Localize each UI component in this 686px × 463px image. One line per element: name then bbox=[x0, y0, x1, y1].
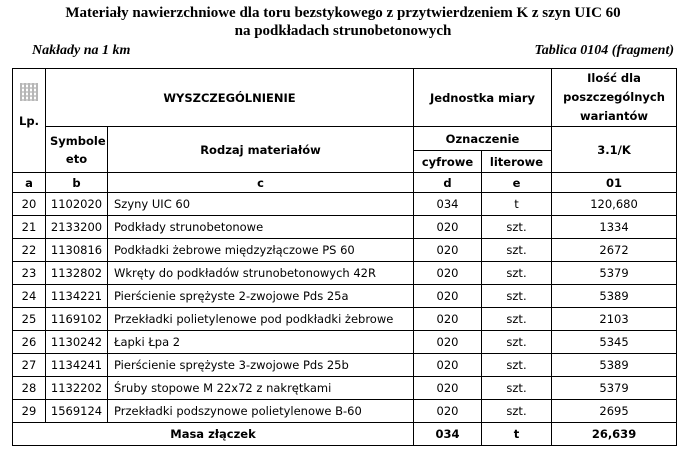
header-oznaczenie: Oznaczenie bbox=[414, 127, 552, 151]
header-symbole bbox=[46, 127, 108, 173]
row-lp: 27 bbox=[13, 354, 46, 377]
row-symbol: 1132202 bbox=[46, 377, 108, 400]
header-symbole-text: Symbole eto bbox=[50, 133, 106, 166]
row-name: Szyny UIC 60 bbox=[108, 193, 414, 216]
row-lp: 29 bbox=[13, 400, 46, 423]
row-lp: 22 bbox=[13, 239, 46, 262]
header-ilosc bbox=[552, 69, 677, 127]
row-lp: 23 bbox=[13, 262, 46, 285]
row-literowe: szt. bbox=[482, 400, 552, 423]
subheading-left: Nakłady na 1 km bbox=[32, 43, 131, 58]
row-value: 2103 bbox=[552, 308, 677, 331]
row-symbol: 1134221 bbox=[46, 285, 108, 308]
row-name: Podkładki żebrowe międzyzłączowe PS 60 bbox=[108, 239, 414, 262]
row-cyfrowe: 020 bbox=[414, 400, 482, 423]
header-wariant: 3.1/K bbox=[552, 127, 677, 173]
row-literowe: szt. bbox=[482, 354, 552, 377]
row-value: 5379 bbox=[552, 262, 677, 285]
row-symbol: 1134241 bbox=[46, 354, 108, 377]
row-literowe: szt. bbox=[482, 285, 552, 308]
row-literowe: szt. bbox=[482, 262, 552, 285]
subheading-right: Tablica 0104 (fragment) bbox=[534, 43, 674, 58]
row-name: Przekładki polietylenowe pod podkładki żebrowe bbox=[108, 308, 414, 331]
row-symbol: 1169102 bbox=[46, 308, 108, 331]
row-literowe: szt. bbox=[482, 377, 552, 400]
row-literowe: szt. bbox=[482, 308, 552, 331]
row-symbol: 1569124 bbox=[46, 400, 108, 423]
col-label-a: a bbox=[13, 173, 46, 193]
col-label-01: 01 bbox=[552, 173, 677, 193]
row-lp: 20 bbox=[13, 193, 46, 216]
row-name: Podkłady strunobetonowe bbox=[108, 216, 414, 239]
row-literowe: szt. bbox=[482, 216, 552, 239]
row-symbol: 1130242 bbox=[46, 331, 108, 354]
row-symbol: 1132802 bbox=[46, 262, 108, 285]
row-cyfrowe: 020 bbox=[414, 308, 482, 331]
col-label-c: c bbox=[108, 173, 414, 193]
header-ilosc-text: Ilość dla poszczególnych wariantów bbox=[563, 71, 665, 123]
table-row bbox=[13, 285, 677, 308]
row-value: 5345 bbox=[552, 331, 677, 354]
table-row bbox=[13, 400, 677, 423]
row-symbol: 1130816 bbox=[46, 239, 108, 262]
row-lp: 25 bbox=[13, 308, 46, 331]
footer-label: Masa złączek bbox=[13, 423, 414, 446]
row-value: 1334 bbox=[552, 216, 677, 239]
footer-literowe: t bbox=[482, 423, 552, 446]
row-symbol: 2133200 bbox=[46, 216, 108, 239]
row-lp: 26 bbox=[13, 331, 46, 354]
table-row bbox=[13, 377, 677, 400]
header-lp: Lp. bbox=[13, 69, 46, 173]
materials-table bbox=[12, 68, 677, 446]
row-cyfrowe: 020 bbox=[414, 285, 482, 308]
table-row bbox=[13, 354, 677, 377]
row-name: Pierścienie sprężyste 3-zwojowe Pds 25b bbox=[108, 354, 414, 377]
row-symbol: 1102020 bbox=[46, 193, 108, 216]
table-row bbox=[13, 239, 677, 262]
row-literowe: szt. bbox=[482, 239, 552, 262]
header-jednostka: Jednostka miary bbox=[414, 69, 552, 127]
header-wyszczegolnienie: WYSZCZEGÓLNIENIE bbox=[46, 69, 414, 127]
row-lp: 24 bbox=[13, 285, 46, 308]
row-cyfrowe: 020 bbox=[414, 354, 482, 377]
row-value: 120,680 bbox=[552, 193, 677, 216]
table-row bbox=[13, 308, 677, 331]
row-cyfrowe: 020 bbox=[414, 216, 482, 239]
table-row bbox=[13, 262, 677, 285]
row-value: 2672 bbox=[552, 239, 677, 262]
document-title bbox=[0, 4, 686, 40]
header-cyfrowe: cyfrowe bbox=[414, 151, 482, 173]
row-cyfrowe: 020 bbox=[414, 331, 482, 354]
header-rodzaj: Rodzaj materiałów bbox=[108, 127, 414, 173]
table-row bbox=[13, 216, 677, 239]
row-literowe: t bbox=[482, 193, 552, 216]
qr-code-icon bbox=[20, 83, 38, 101]
footer-value: 26,639 bbox=[552, 423, 677, 446]
row-name: Łapki Łpa 2 bbox=[108, 331, 414, 354]
row-name: Śruby stopowe M 22x72 z nakrętkami bbox=[108, 377, 414, 400]
row-lp: 21 bbox=[13, 216, 46, 239]
row-cyfrowe: 034 bbox=[414, 193, 482, 216]
row-value: 5389 bbox=[552, 354, 677, 377]
row-lp: 28 bbox=[13, 377, 46, 400]
footer-cyfrowe: 034 bbox=[414, 423, 482, 446]
row-literowe: szt. bbox=[482, 331, 552, 354]
col-label-e: e bbox=[482, 173, 552, 193]
col-label-d: d bbox=[414, 173, 482, 193]
table-row bbox=[13, 331, 677, 354]
row-value: 5389 bbox=[552, 285, 677, 308]
title-line-2: na podkładach strunobetonowych bbox=[234, 23, 452, 39]
header-literowe: literowe bbox=[482, 151, 552, 173]
row-cyfrowe: 020 bbox=[414, 377, 482, 400]
title-line-1: Materiały nawierzchniowe dla toru bezstykowego z przytwierdzeniem K z szyn UIC 60 bbox=[65, 5, 621, 21]
table-row bbox=[13, 193, 677, 216]
row-value: 5379 bbox=[552, 377, 677, 400]
row-cyfrowe: 020 bbox=[414, 262, 482, 285]
col-label-b: b bbox=[46, 173, 108, 193]
row-value: 2695 bbox=[552, 400, 677, 423]
row-cyfrowe: 020 bbox=[414, 239, 482, 262]
row-name: Wkręty do podkładów strunobetonowych 42R bbox=[108, 262, 414, 285]
row-name: Pierścienie sprężyste 2-zwojowe Pds 25a bbox=[108, 285, 414, 308]
footer-row bbox=[13, 423, 677, 446]
row-name: Przekładki podszynowe polietylenowe B-60 bbox=[108, 400, 414, 423]
